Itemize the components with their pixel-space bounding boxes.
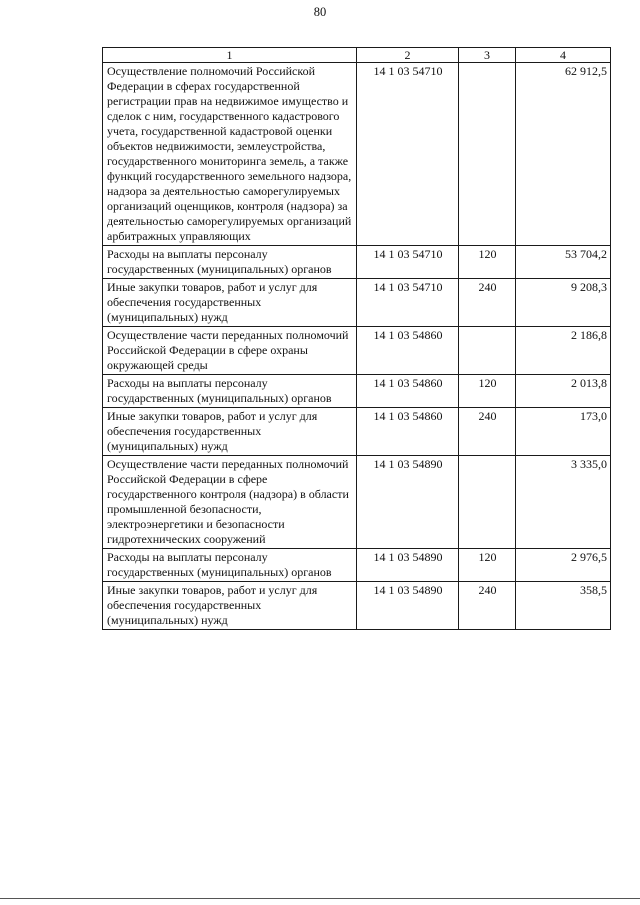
row-kind: 120 — [459, 375, 516, 408]
budget-table — [102, 47, 611, 630]
table-row — [103, 279, 611, 327]
row-name: Осуществление части переданных полномочий Российской Федерации в сфере охраны окружающей среды — [103, 327, 357, 375]
row-amount: 9 208,3 — [516, 279, 611, 327]
row-name: Расходы на выплаты персоналу государственных (муниципальных) органов — [103, 246, 357, 279]
row-code: 14 1 03 54710 — [357, 63, 459, 246]
row-kind — [459, 327, 516, 375]
row-code: 14 1 03 54890 — [357, 582, 459, 630]
row-kind: 120 — [459, 246, 516, 279]
row-kind — [459, 456, 516, 549]
header-col-4: 4 — [516, 48, 611, 63]
row-code: 14 1 03 54860 — [357, 327, 459, 375]
row-name: Расходы на выплаты персоналу государственных (муниципальных) органов — [103, 549, 357, 582]
table-row — [103, 375, 611, 408]
row-kind — [459, 63, 516, 246]
table-row — [103, 549, 611, 582]
page-number: 80 — [313, 5, 327, 19]
row-amount: 173,0 — [516, 408, 611, 456]
row-name: Иные закупки товаров, работ и услуг для обеспечения государственных (муниципальных) нужд — [103, 279, 357, 327]
row-amount: 62 912,5 — [516, 63, 611, 246]
table-row — [103, 456, 611, 549]
row-kind: 240 — [459, 279, 516, 327]
table-row — [103, 327, 611, 375]
header-row — [103, 48, 611, 63]
header-col-2: 2 — [357, 48, 459, 63]
table-row — [103, 63, 611, 246]
row-amount: 2 013,8 — [516, 375, 611, 408]
row-amount: 358,5 — [516, 582, 611, 630]
row-amount: 2 186,8 — [516, 327, 611, 375]
row-name: Осуществление части переданных полномочий Российской Федерации в сфере государственного контроля (надзора) в области промышленной безопасности, электроэнергетики и безопасности гидротехнических сооружений — [103, 456, 357, 549]
table-header — [103, 48, 611, 63]
row-kind: 240 — [459, 408, 516, 456]
row-name: Иные закупки товаров, работ и услуг для обеспечения государственных (муниципальных) нужд — [103, 408, 357, 456]
row-kind: 120 — [459, 549, 516, 582]
table-row — [103, 408, 611, 456]
row-code: 14 1 03 54860 — [357, 375, 459, 408]
header-col-3: 3 — [459, 48, 516, 63]
row-amount: 53 704,2 — [516, 246, 611, 279]
row-code: 14 1 03 54890 — [357, 549, 459, 582]
row-code: 14 1 03 54710 — [357, 246, 459, 279]
row-code: 14 1 03 54710 — [357, 279, 459, 327]
row-code: 14 1 03 54860 — [357, 408, 459, 456]
row-name: Расходы на выплаты персоналу государственных (муниципальных) органов — [103, 375, 357, 408]
table-body — [103, 63, 611, 630]
row-code: 14 1 03 54890 — [357, 456, 459, 549]
header-col-1: 1 — [103, 48, 357, 63]
row-amount: 2 976,5 — [516, 549, 611, 582]
scan-bottom-rule — [0, 898, 640, 899]
table-row — [103, 582, 611, 630]
row-kind: 240 — [459, 582, 516, 630]
row-name: Осуществление полномочий Российской Федерации в сферах государственной регистрации прав на недвижимое имущество и сделок с ним, государственного кадастрового учета, государственной кадастровой оценки объектов недвижимости, землеустройства, государственного мониторинга земель, а также функций государственного земельного надзора, надзора за деятельностью саморегулируемых организаций оценщиков, контроля (надзора) за деятельностью саморегулируемых организаций арбитражных управляющих — [103, 63, 357, 246]
table-row — [103, 246, 611, 279]
row-amount: 3 335,0 — [516, 456, 611, 549]
row-name: Иные закупки товаров, работ и услуг для обеспечения государственных (муниципальных) нужд — [103, 582, 357, 630]
